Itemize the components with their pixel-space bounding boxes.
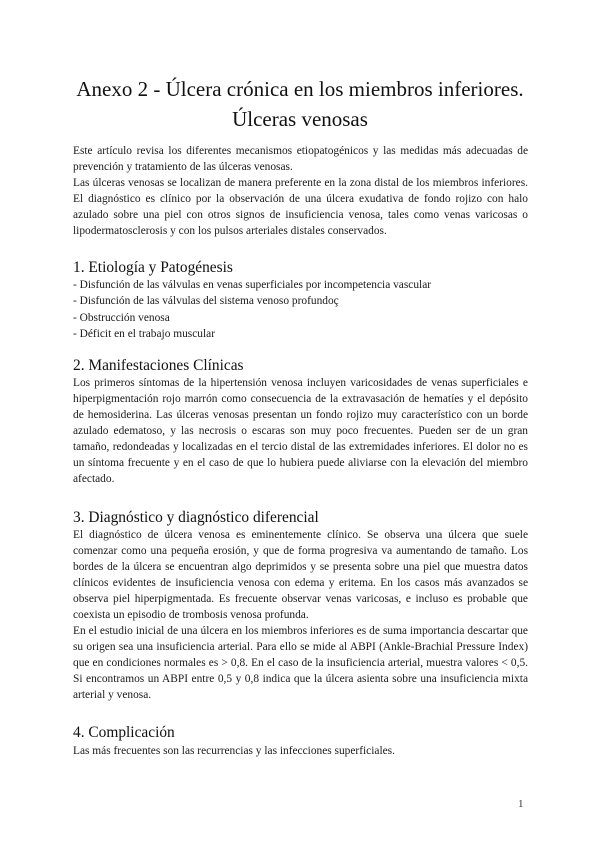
diagnostico-section: [73, 527, 528, 703]
intro-paragraph-2: Las úlceras venosas se localizan de manera preferente en la zona distal de los miembros inferiores. El diagnóstico es clínico por la observación de una úlcera exudativa de fondo rojizo con halo azulado sobre una piel con otros signos de insuficiencia venosa, tales como venas varicosas o lipodermatosclerosis y con los pulsos arteriales distales conservados.: [73, 177, 528, 237]
intro-section: [73, 143, 528, 239]
complicacion-section: [73, 743, 528, 759]
list-item: - Disfunción de las válvulas en venas superficiales por incompetencia vascular: [73, 279, 432, 291]
complicacion-paragraph: Las más frecuentes son las recurrencias y las infecciones superficiales.: [73, 745, 395, 757]
section-heading-diagnostico: 3. Diagnóstico y diagnóstico diferencial: [73, 509, 319, 526]
section-heading-etiologia: 1. Etiología y Patogénesis: [73, 259, 233, 276]
list-item: - Disfunción de las válvulas del sistema venoso profundoç: [73, 295, 339, 308]
list-item: - Déficit en el trabajo muscular: [73, 328, 216, 341]
manifestaciones-paragraph: Los primeros síntomas de la hipertensión venosa incluyen varicosidades de venas superficiales e hiperpigmentación rojo marrón como consecuencia de la extravasación de hematíes y el depósito de hemosiderina. Las úlceras venosas presentan un fondo rojizo muy característico con un borde azulado edematoso, y las necrosis o escaras son muy poco frecuentes. Pueden ser de un gran tamaño, redondeadas y localizadas en el tercio distal de las extremidades inferiores. El dolor no es un síntoma frecuente y en el caso de que lo hubiera puede aliviarse con la elevación del miembro afectado.: [73, 377, 528, 485]
section-heading-complicacion: 4. Complicación: [73, 724, 175, 741]
section-heading-manifestaciones: 2. Manifestaciones Clínicas: [73, 357, 244, 374]
diagnostico-paragraph-1: El diagnóstico de úlcera venosa es eminentemente clínico. Se observa una úlcera que suele comenzar como una pequeña erosión, y que de forma progresiva va aumentando de tamaño. Los bordes de la úlcera se encuentran algo deprimidos y se presenta sobre una piel que muestra datos clínicos evidentes de insuficiencia venosa con edema y eritema. En los casos más avanzados se observa piel hiperpigmentada. Es frecuente observar venas varicosas, e incluso es probable que coexista un episodio de trombosis venosa profunda.: [73, 529, 528, 621]
manifestaciones-section: [73, 375, 528, 487]
intro-paragraph-1: Este artículo revisa los diferentes mecanismos etiopatogénicos y las medidas más adecuadas de prevención y tratamiento de las úlceras venosas.: [73, 145, 528, 173]
list-item: - Obstrucción venosa: [73, 311, 170, 324]
page-title: Anexo 2 - Úlcera crónica en los miembros inferiores. Úlceras venosas: [76, 77, 524, 131]
etiologia-list: [73, 277, 528, 343]
diagnostico-paragraph-2: En el estudio inicial de una úlcera en los miembros inferiores es de suma importancia descartar que su origen sea una insuficiencia arterial. Para ello se mide al ABPI (Ankle-Brachial Pressure Index) que en condiciones normales es > 0,8. En el caso de la insuficiencia arterial, muestra valores < 0,5. Si encontramos un ABPI entre 0,5 y 0,8 indica que la úlcera asienta sobre una insuficiencia mixta arterial y venosa.: [73, 625, 528, 701]
page-number: 1: [518, 798, 524, 810]
